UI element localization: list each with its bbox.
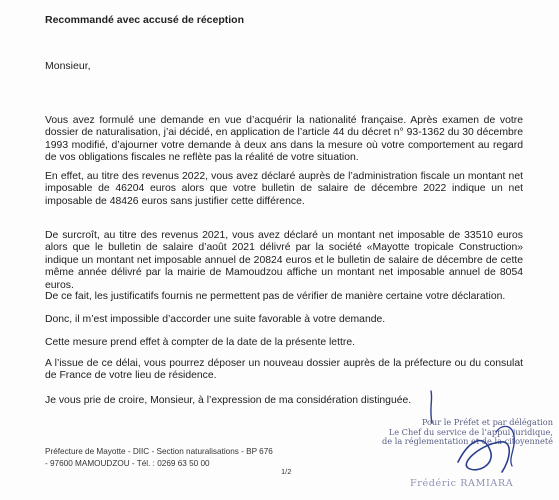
paragraph-decision: Vous avez formulé une demande en vue d’acquérir la nationalité française. Après examen de votre dossier de naturalisation, j’ai décidé, en application de l’article 44 du décret n° 93-1362 du 30 décembre 1993 modifié, d’ajourner votre demande à deux ans dans la mesure où votre comportement au regard de vos obligations fiscales ne reflète pas la réalité de votre situation. [45, 115, 523, 164]
stamp-line-3: de la réglementation et de la citoyenneté [382, 436, 553, 447]
prefecture-footer [45, 446, 273, 469]
handwritten-signature [438, 402, 548, 482]
paragraph-formule-politesse: Je vous prie de croire, Monsieur, à l’expression de ma considération distinguée. [45, 395, 412, 406]
signatory-name: Frédéric RAMIARA [410, 478, 514, 489]
paragraph-refus: Donc, il m’est impossible d’accorder une suite favorable à votre demande. [45, 314, 386, 325]
footer-line-2: - 97600 MAMOUDZOU - Tél. : 0269 63 50 00 [45, 458, 210, 468]
paragraph-justificatifs: De ce fait, les justificatifs fournis ne permettent pas de vérifier de manière certaine votre déclaration. [45, 291, 506, 302]
letter-header: Recommandé avec accusé de réception [45, 14, 245, 26]
stamp-line-2: Le Chef du service de l’appui juridique, [388, 426, 553, 437]
paragraph-nouveau-dossier: A l’issue de ce délai, vous pourrez déposer un nouveau dossier auprès de la préfecture ou du consulat de France de votre lieu de résidence. [45, 358, 523, 382]
stamp-line-1: Pour le Préfet et par délégation [421, 417, 553, 427]
paragraph-effet: Cette mesure prend effet à compter de la date de la présente lettre. [45, 337, 355, 348]
page-number: 1/2 [281, 467, 292, 476]
paragraph-revenus-2022: En effet, au titre des revenus 2022, vous avez déclaré auprès de l’administration fiscale un montant net imposable de 46204 euros alors que votre bulletin de salaire de décembre 2022 indique un net imposable de 48426 euros sans justifier cette différence. [45, 171, 523, 207]
paragraph-revenus-2021: De surcroît, au titre des revenus 2021, vous avez déclaré un montant net imposable de 33510 euros alors que le bulletin de salaire d’août 2021 délivré par la société «Mayotte tropicale Construction» indique un montant net imposable annuel de 20824 euros et le bulletin de salaire de décembre de cette même année délivré par la mairie de Mamoudzou affiche un montant net imposable annuel de 8054 euros. [45, 230, 523, 291]
salutation: Monsieur, [45, 60, 91, 72]
footer-line-1: Préfecture de Mayotte - DIIC - Section naturalisations - BP 676 [45, 447, 273, 456]
